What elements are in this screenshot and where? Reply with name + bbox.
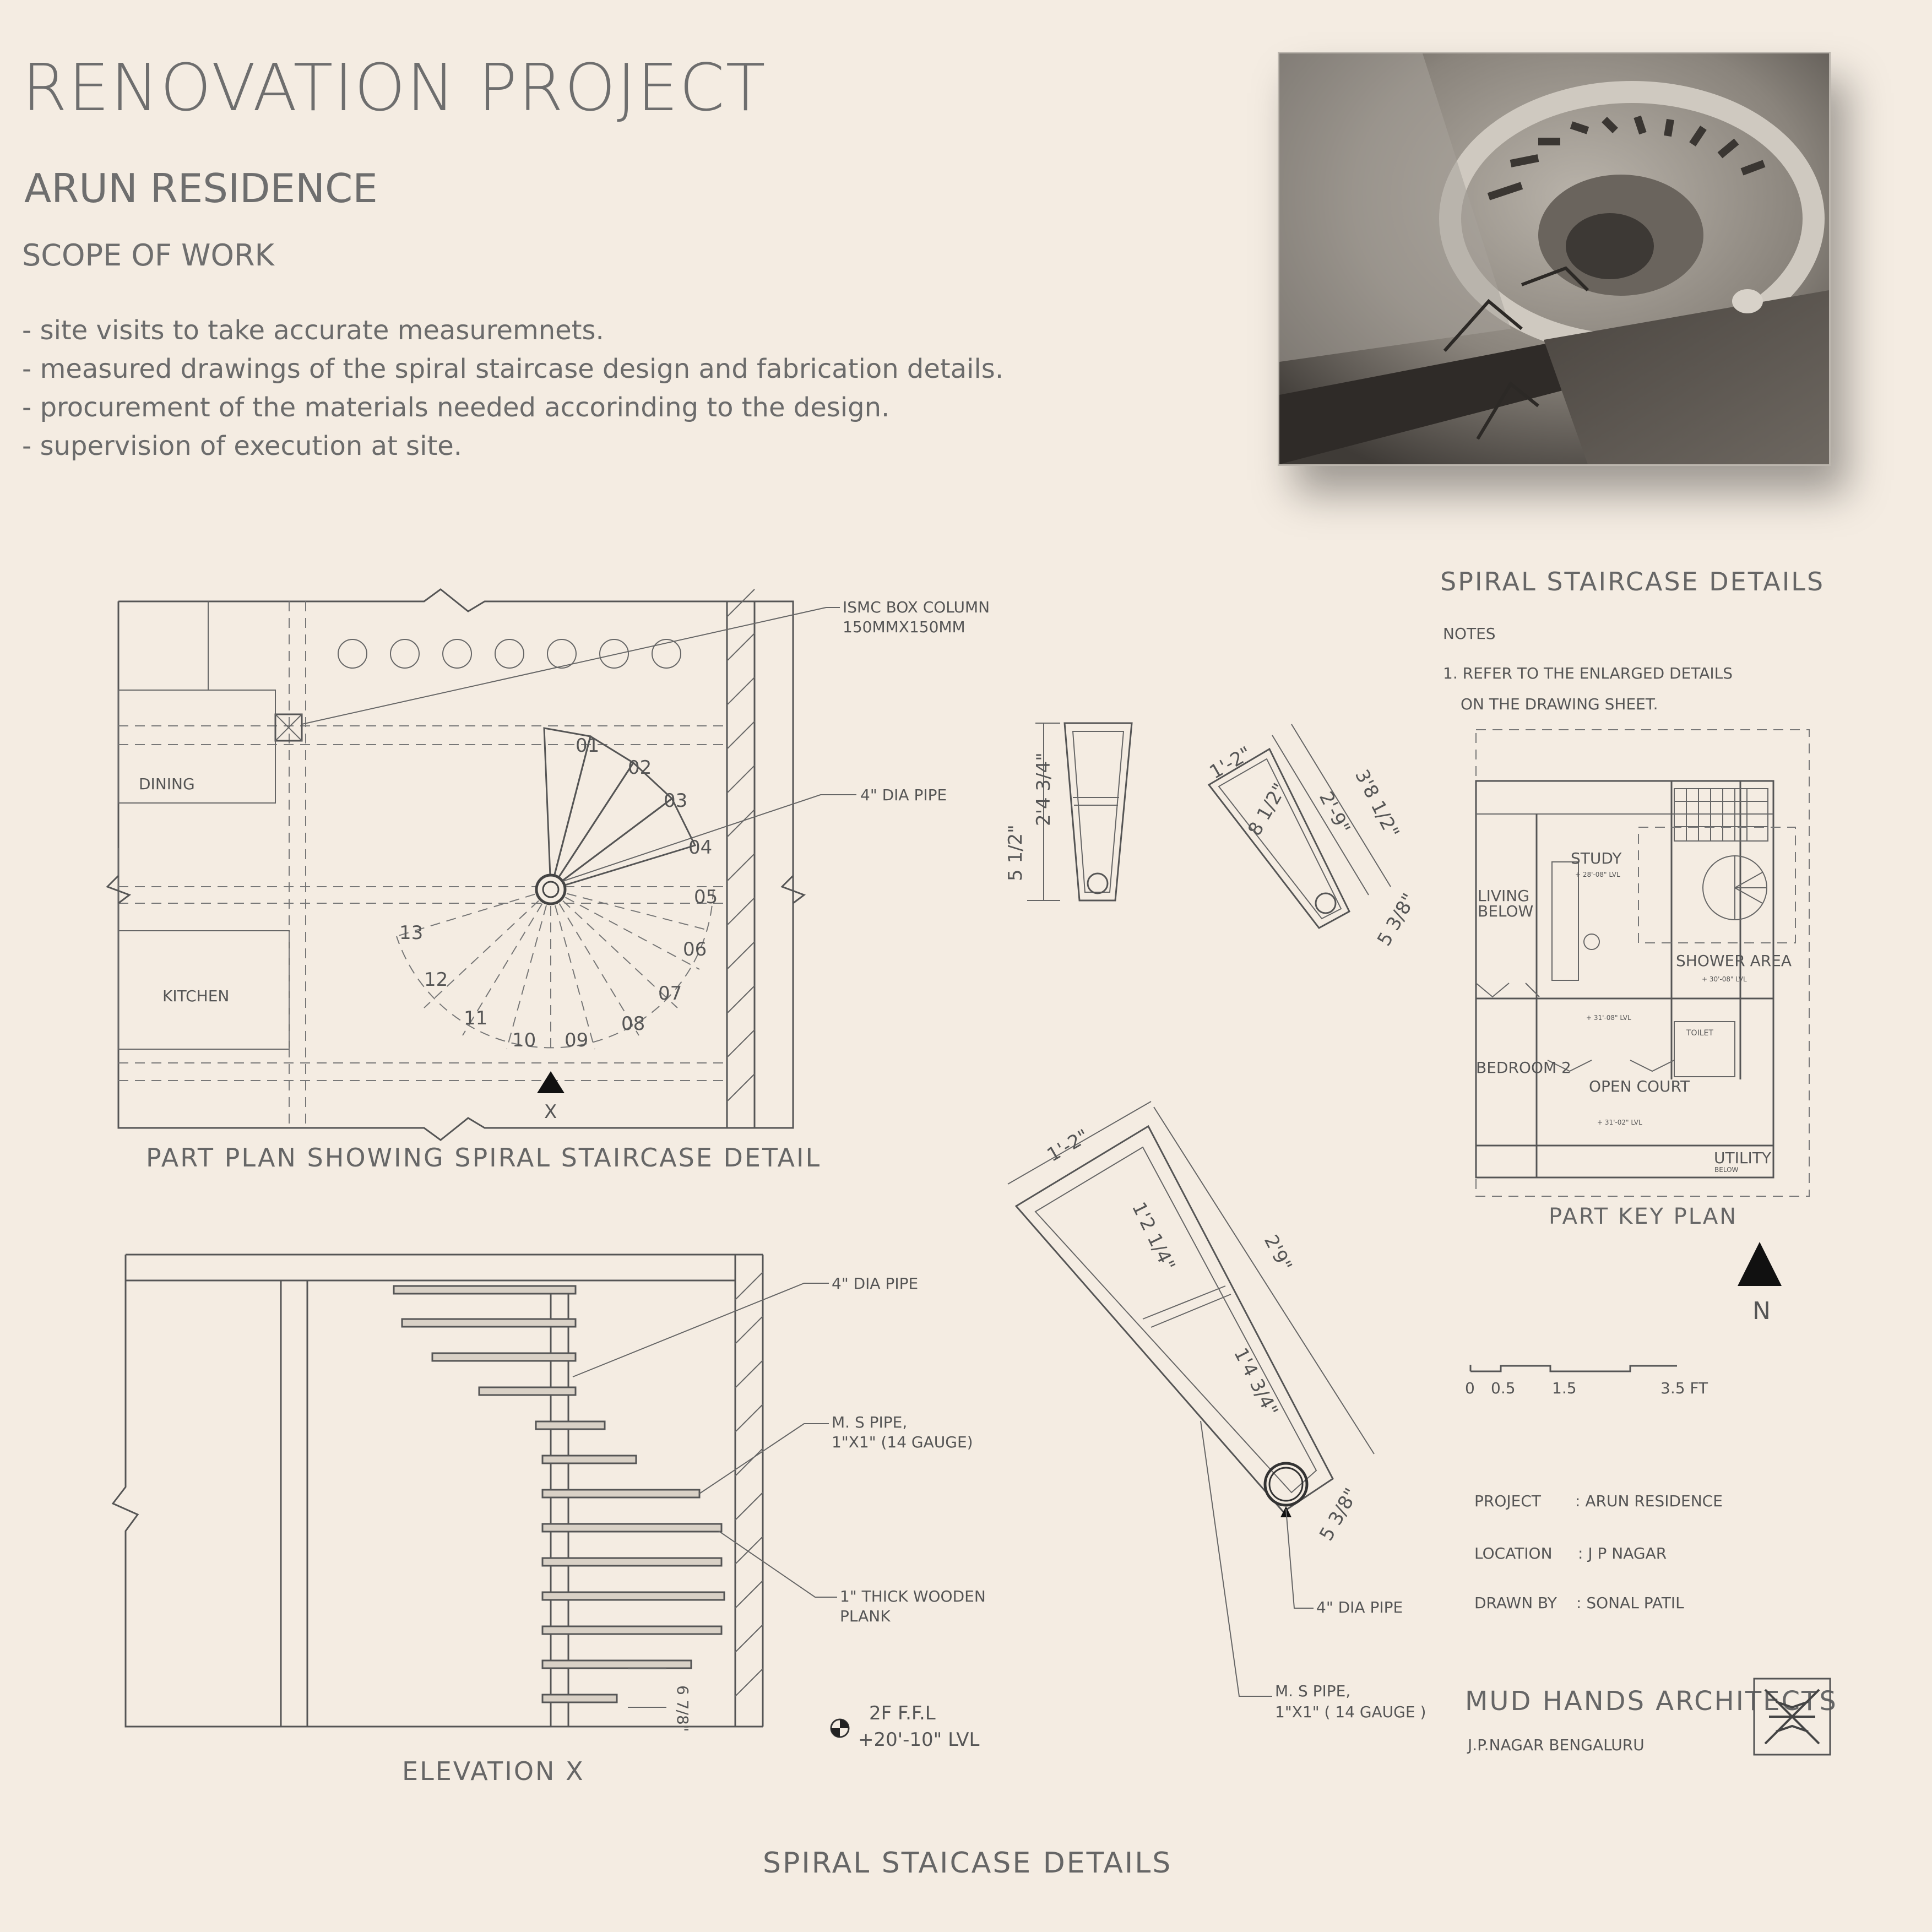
key-room-study: STUDY: [1571, 849, 1622, 867]
key-room-utility: UTILITY: [1714, 1149, 1771, 1167]
scope-item: - site visits to take accurate measuremnets.: [22, 315, 604, 346]
notes-heading: NOTES: [1443, 625, 1496, 643]
key-level: + 31'-02" LVL: [1597, 1119, 1642, 1126]
key-room-shower: SHOWER AREA: [1676, 952, 1792, 970]
firm-address: J.P.NAGAR BENGALURU: [1468, 1736, 1645, 1754]
scale-bar: [1465, 1365, 1708, 1397]
step-number: 03: [664, 790, 688, 812]
bottom-caption: SPIRAL STAICASE DETAILS: [763, 1847, 1173, 1880]
page-title: RENOVATION PROJECT: [22, 50, 767, 126]
room-label-dining: DINING: [139, 775, 195, 793]
step-number: 01: [576, 735, 600, 757]
dim-text: 1'4 3/4": [1229, 1344, 1283, 1420]
ms-pipe-label: M. S PIPE,: [832, 1413, 908, 1431]
elev-pipe-label: 4" DIA PIPE: [832, 1274, 919, 1293]
level-value: +20'-10" LVL: [858, 1729, 980, 1751]
note-line: 1. REFER TO THE ENLARGED DETAILS: [1443, 664, 1733, 682]
dim-text: 8 1/2": [1244, 779, 1291, 840]
step-number: 05: [694, 886, 718, 908]
firm-name: MUD HANDS ARCHITECTS: [1465, 1686, 1838, 1717]
tread-detail-large: [1008, 1101, 1426, 1721]
key-room-living: LIVING: [1478, 887, 1529, 905]
step-number: 06: [683, 938, 707, 960]
step-number: 08: [621, 1013, 645, 1035]
project-subtitle: ARUN RESIDENCE: [24, 165, 378, 211]
dim-text: 2'9": [1259, 1231, 1296, 1275]
scale-tick: 1.5: [1552, 1379, 1577, 1397]
dim-text: 1'2 1/4": [1127, 1198, 1180, 1275]
key-room-bedroom: BEDROOM 2: [1476, 1059, 1571, 1077]
dim-text: 3'8 1/2": [1350, 766, 1404, 842]
key-plan: [1476, 730, 1809, 1325]
scale-tick: 0: [1465, 1379, 1475, 1397]
plan-caption: PART PLAN SHOWING SPIRAL STAIRCASE DETAIL: [146, 1143, 822, 1173]
project-value: : ARUN RESIDENCE: [1575, 1492, 1723, 1510]
dim-text: 5 1/2": [1005, 824, 1027, 881]
riser-dim: 6 7/8": [674, 1685, 692, 1732]
elevation-caption: ELEVATION X: [402, 1756, 585, 1786]
scope-item: - supervision of execution at site.: [22, 431, 463, 462]
dim-text: 1'-2": [1206, 742, 1256, 784]
dim-text: 2'-9": [1314, 788, 1355, 838]
pipe-label: 4" DIA PIPE: [860, 786, 947, 804]
title-block: [1465, 1492, 1838, 1755]
location-label: LOCATION: [1474, 1544, 1553, 1562]
project-label: PROJECT: [1474, 1492, 1541, 1510]
center-pipe: [536, 875, 565, 904]
step-number: 07: [658, 983, 682, 1005]
step-number: 13: [399, 922, 424, 944]
key-level: + 28'-08" LVL: [1575, 871, 1620, 878]
drawn-value: : SONAL PATIL: [1576, 1594, 1684, 1612]
plank-label-2: PLANK: [840, 1607, 891, 1625]
column-label: ISMC BOX COLUMN: [843, 598, 990, 616]
large-pipe-label: 4" DIA PIPE: [1316, 1598, 1403, 1616]
elevation-x: [113, 1255, 986, 1786]
step-number: 09: [565, 1029, 589, 1051]
step-number: 10: [512, 1029, 536, 1051]
large-ms-label: M. S PIPE,: [1275, 1682, 1351, 1700]
step-number: 12: [424, 969, 448, 991]
dim-text: 1'-2": [1043, 1125, 1093, 1166]
part-plan: [107, 589, 990, 1173]
north-arrow-icon: [1738, 1242, 1782, 1286]
step-number: 04: [688, 837, 713, 859]
scale-tick: 3.5 FT: [1660, 1379, 1708, 1397]
scope-item: - measured drawings of the spiral staircase design and fabrication details.: [22, 354, 1004, 384]
key-plan-caption: PART KEY PLAN: [1549, 1204, 1738, 1229]
plank-stack: [394, 1286, 724, 1702]
north-label: N: [1752, 1297, 1771, 1325]
key-room-utility-sub: BELOW: [1714, 1166, 1739, 1174]
key-room-living-sub: BELOW: [1478, 902, 1534, 920]
dim-text: 5 3/8": [1373, 889, 1421, 950]
scope-heading: SCOPE OF WORK: [22, 238, 274, 273]
key-level: + 31'-08" LVL: [1586, 1014, 1631, 1022]
tread-detail-small-a: [1005, 723, 1132, 900]
level-label: 2F F.F.L: [869, 1702, 936, 1724]
scope-item: - procurement of the materials needed accorinding to the design.: [22, 392, 890, 423]
ms-pipe-size: 1"X1" (14 GAUGE): [832, 1433, 973, 1451]
section-marker: X: [544, 1101, 557, 1123]
step-number: 11: [464, 1007, 488, 1029]
dim-text: 5 3/8": [1315, 1484, 1363, 1545]
scale-tick: 0.5: [1491, 1379, 1516, 1397]
step-number: 02: [628, 757, 652, 779]
note-line: ON THE DRAWING SHEET.: [1461, 695, 1658, 713]
key-level: + 30'-08" LVL: [1702, 975, 1747, 983]
column-size-label: 150MMX150MM: [843, 618, 965, 636]
room-label-kitchen: KITCHEN: [162, 987, 230, 1005]
key-room-court: OPEN COURT: [1589, 1077, 1690, 1095]
drawn-label: DRAWN BY: [1474, 1594, 1557, 1612]
dim-text: 2'4 3/4": [1033, 752, 1055, 826]
section-arrow-icon: [537, 1071, 565, 1093]
key-room-toilet: TOILET: [1686, 1029, 1713, 1038]
plank-label: 1" THICK WOODEN: [840, 1587, 986, 1605]
sheet-heading: SPIRAL STAIRCASE DETAILS: [1440, 567, 1825, 596]
tread-detail-small-b: [1206, 724, 1421, 950]
large-ms-size: 1"X1" ( 14 GAUGE ): [1275, 1703, 1426, 1721]
location-value: : J P NAGAR: [1578, 1544, 1667, 1562]
